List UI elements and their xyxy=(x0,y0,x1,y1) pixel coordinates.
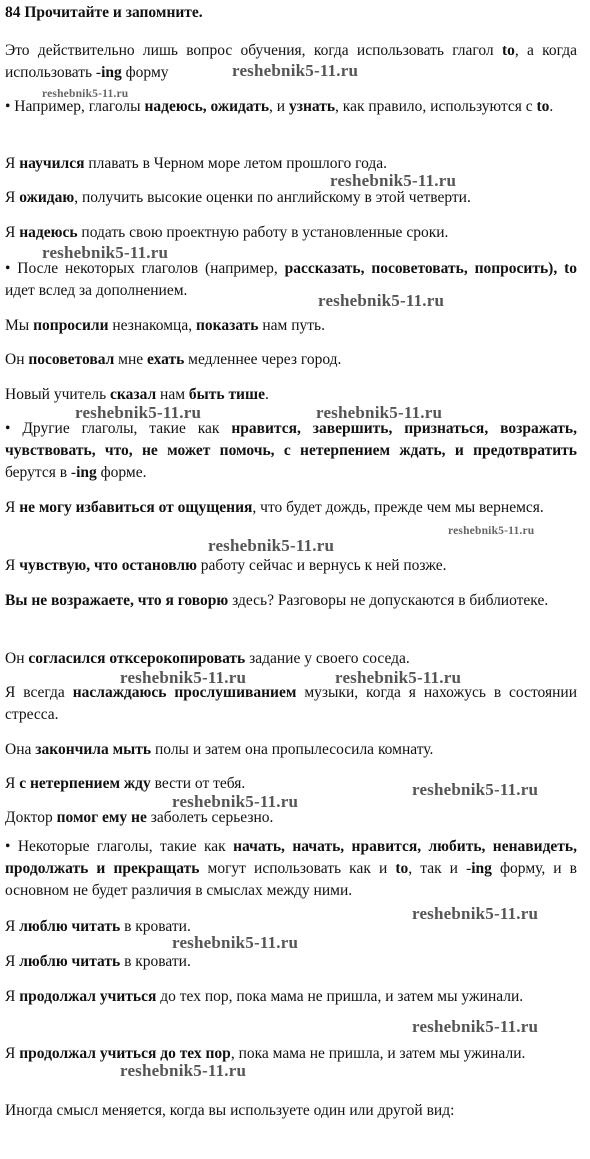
text-run: Новый учитель xyxy=(5,386,111,403)
text-run: Я xyxy=(5,1045,20,1062)
bold-text-run: Вы не возражаете, что я говорю xyxy=(5,592,229,609)
text-run: , как правило, используются с xyxy=(335,98,537,115)
text-run: форме. xyxy=(96,464,147,481)
bold-text-run: продолжал учиться xyxy=(19,988,157,1005)
text-run: Я xyxy=(5,499,20,516)
bold-text-run: продолжал учиться до тех пор xyxy=(19,1045,231,1062)
bold-text-run: нравится, завершить, признаться, возражать, чувствовать, что, не может помочь, с нетерпением ждать, и предотвратить xyxy=(5,420,577,459)
text-run: Я xyxy=(5,155,20,172)
paragraph xyxy=(5,986,577,1008)
text-run: Я xyxy=(5,918,20,935)
text-run: Я xyxy=(5,953,20,970)
paragraph xyxy=(5,349,577,371)
bold-text-run: не могу избавиться от ощущения xyxy=(19,499,253,516)
paragraph xyxy=(5,153,577,175)
watermark: reshebnik5-11.ru xyxy=(75,403,202,422)
text-run: • Другие глаголы, такие как xyxy=(5,420,232,437)
text-run: в кровати. xyxy=(120,953,191,970)
text-run: Она xyxy=(5,741,36,758)
text-run: идет вслед за дополнением. xyxy=(5,282,188,299)
text-run: подать свою проектную работу в установленные сроки. xyxy=(77,224,449,241)
text-run: . xyxy=(264,386,269,403)
text-run: нам xyxy=(156,386,189,403)
bold-text-run: попросили xyxy=(33,317,109,334)
bold-text-run: to xyxy=(501,42,515,59)
text-run: незнакомца, xyxy=(108,317,196,334)
bold-text-run: ing xyxy=(471,860,492,877)
text-run: , что будет дождь, прежде чем мы вернемся. xyxy=(252,499,544,516)
watermark: reshebnik5-11.ru xyxy=(318,291,445,310)
bold-text-run: ing xyxy=(76,464,97,481)
bold-text-run: люблю читать xyxy=(19,918,121,935)
bold-text-run: наслаждаюсь прослушиванием xyxy=(72,684,297,701)
text-run: Он xyxy=(5,650,29,667)
text-run: Я всегда xyxy=(5,684,73,701)
text-run: полы и затем она пропылесосила комнату. xyxy=(151,741,434,758)
watermark: reshebnik5-11.ru xyxy=(42,88,129,100)
bold-text-run: научился xyxy=(19,155,85,172)
text-run: , и xyxy=(269,98,289,115)
paragraph xyxy=(5,739,577,761)
watermark: reshebnik5-11.ru xyxy=(172,792,299,811)
watermark: reshebnik5-11.ru xyxy=(120,1061,247,1080)
bold-text-run: рассказать, посоветовать, попросить), to xyxy=(284,260,577,277)
text-run: • После некоторых глаголов (например, xyxy=(5,260,285,277)
text-run: вести от тебя. xyxy=(150,775,246,792)
bold-text-run: to xyxy=(395,860,409,877)
text-run: Он xyxy=(5,351,29,368)
bold-text-run: закончила мыть xyxy=(35,741,152,758)
text-run: заболеть серьезно. xyxy=(146,809,274,826)
text-run: плавать в Черном море летом прошлого года. xyxy=(84,155,388,172)
text-run: , получить высокие оценки по английскому в этой четверти. xyxy=(74,189,471,206)
watermark: reshebnik5-11.ru xyxy=(412,1017,539,1036)
paragraph xyxy=(5,315,577,337)
text-run: , так и - xyxy=(408,860,472,877)
text-run: Я xyxy=(5,775,20,792)
text-run: нам путь. xyxy=(258,317,325,334)
text-run: Я xyxy=(5,988,20,1005)
paragraph xyxy=(5,258,577,302)
bold-text-run: ing xyxy=(101,64,122,81)
bold-text-run: показать xyxy=(195,317,259,334)
bold-text-run: надеюсь xyxy=(19,224,78,241)
watermark: reshebnik5-11.ru xyxy=(120,668,247,687)
watermark: reshebnik5-11.ru xyxy=(448,525,535,537)
text-run: Это действительно лишь вопрос обучения, когда использовать глагол xyxy=(5,42,502,59)
watermark: reshebnik5-11.ru xyxy=(316,403,443,422)
paragraph xyxy=(5,648,577,670)
text-run: Я xyxy=(5,189,20,206)
bold-text-run: посоветовал xyxy=(28,351,115,368)
paragraph xyxy=(5,222,577,244)
text-run: форму, и в основном не будет различия в смыслах между ними. xyxy=(5,860,577,899)
watermark: reshebnik5-11.ru xyxy=(172,933,299,952)
paragraph xyxy=(5,951,577,973)
bold-text-run: чувствую, что остановлю xyxy=(19,557,197,574)
bold-text-run: помог ему не xyxy=(56,809,147,826)
watermark: reshebnik5-11.ru xyxy=(232,61,359,80)
text-run: • Например, глаголы xyxy=(5,98,145,115)
bold-text-run: с нетерпением жду xyxy=(19,775,151,792)
text-run: здесь? Разговоры не допускаются в библиотеке. xyxy=(228,592,549,609)
watermark: reshebnik5-11.ru xyxy=(412,904,539,923)
text-run: • Некоторые глаголы, такие как xyxy=(5,838,234,855)
paragraph xyxy=(5,1100,577,1122)
exercise-title: 84 Прочитайте и запомните. xyxy=(5,4,203,21)
paragraph xyxy=(5,1043,577,1065)
paragraph xyxy=(5,682,577,726)
text-run: . xyxy=(549,98,554,115)
text-run: , а когда использовать - xyxy=(5,42,577,81)
paragraph xyxy=(5,590,577,612)
text-run: Доктор xyxy=(5,809,57,826)
text-run: форму xyxy=(121,64,169,81)
text-run: медленнее через город. xyxy=(184,351,342,368)
paragraph xyxy=(5,497,577,519)
text-run: в кровати. xyxy=(120,918,191,935)
text-run: работу сейчас и вернусь к ней позже. xyxy=(196,557,447,574)
watermark: reshebnik5-11.ru xyxy=(208,536,335,555)
watermark: reshebnik5-11.ru xyxy=(335,668,462,687)
text-run: Мы xyxy=(5,317,34,334)
text-run: музыки, когда я нахожусь в состоянии стресса. xyxy=(5,684,577,723)
text-run: до тех пор, пока мама не пришла, и затем мы ужинали. xyxy=(156,988,524,1005)
text-run: Иногда смысл меняется, когда вы используете один или другой вид: xyxy=(5,1102,455,1119)
bold-text-run: начать, начать, нравится, любить, ненавидеть, продолжать и прекращать xyxy=(5,838,577,877)
bold-text-run: ехать xyxy=(147,351,185,368)
text-run: мне xyxy=(114,351,148,368)
bold-text-run: сказал xyxy=(110,386,157,403)
paragraph xyxy=(5,418,577,484)
watermark: reshebnik5-11.ru xyxy=(412,780,539,799)
paragraph xyxy=(5,836,577,902)
bold-text-run: быть тише xyxy=(188,386,265,403)
text-run: , пока мама не пришла, и затем мы ужинали. xyxy=(230,1045,526,1062)
bold-text-run: ожидаю xyxy=(19,189,75,206)
paragraph xyxy=(5,555,577,577)
text-run: могут использовать как и xyxy=(199,860,396,877)
watermark: reshebnik5-11.ru xyxy=(330,171,457,190)
text-run: Я xyxy=(5,557,20,574)
text-run: берутся в - xyxy=(5,464,77,481)
text-run: задание у своего соседа. xyxy=(245,650,410,667)
paragraph xyxy=(5,187,577,209)
bold-text-run: согласился отксерокопировать xyxy=(28,650,246,667)
bold-text-run: надеюсь, ожидать xyxy=(144,98,270,115)
bold-text-run: to xyxy=(536,98,550,115)
watermark: reshebnik5-11.ru xyxy=(42,243,169,262)
text-run: Я xyxy=(5,224,20,241)
bold-text-run: узнать xyxy=(288,98,336,115)
bold-text-run: люблю читать xyxy=(19,953,121,970)
